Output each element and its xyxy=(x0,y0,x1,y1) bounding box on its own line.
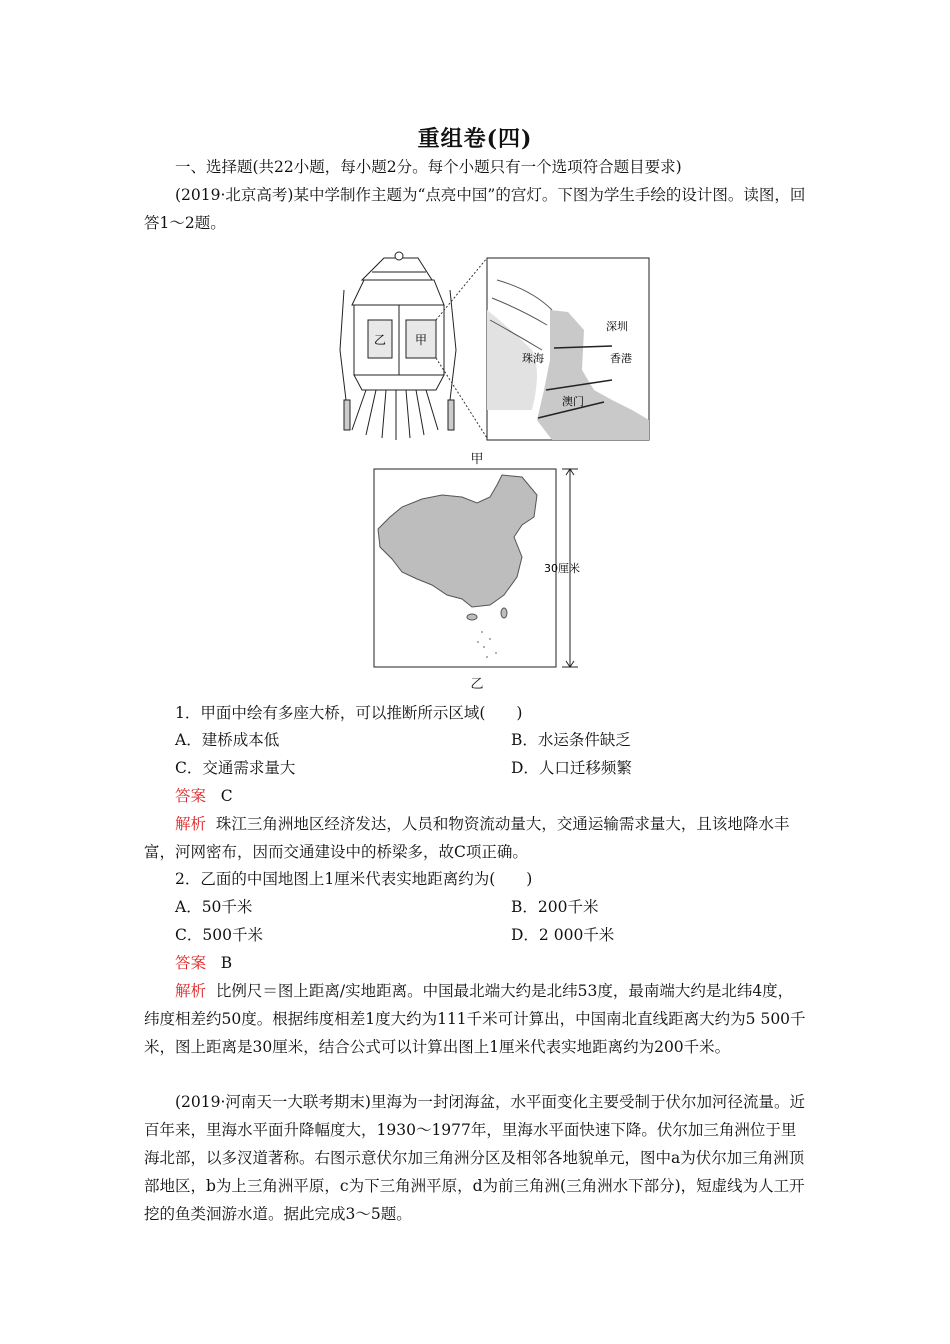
question-1-stem: 1．甲面中绘有多座大桥，可以推断所示区域( ) xyxy=(175,704,523,722)
question-1-option-b: B．水运条件缺乏 xyxy=(511,731,631,749)
question-2-option-d: D．2 000千米 xyxy=(511,926,615,944)
question-2-analysis xyxy=(144,977,808,1061)
figure-china-map xyxy=(372,467,582,672)
answer-label: 答案 xyxy=(175,787,207,805)
question-2-option-b: B．200千米 xyxy=(511,898,599,916)
figure-lantern-map xyxy=(332,250,652,450)
analysis-label: 解析 xyxy=(175,982,207,1000)
hainan-shape xyxy=(467,614,477,620)
analysis-label: 解析 xyxy=(175,815,207,833)
analysis-text: 珠江三角洲地区经济发达，人员和物资流动量大，交通运输需求量大，且该地降水丰富，河网密布，因而交通建设中的桥梁多，故C项正确。 xyxy=(144,815,790,861)
answer-value: C xyxy=(220,787,233,805)
lantern-panel-jia: 甲 xyxy=(414,333,428,347)
map-label-hongkong: 香港 xyxy=(610,352,632,365)
section-heading: 一、选择题(共22小题，每小题2分。每个小题只有一个选项符合题目要求) xyxy=(175,158,682,176)
map-label-zhuhai: 珠海 xyxy=(522,352,544,365)
question-1-option-d: D．人口迁移频繁 xyxy=(511,759,632,777)
question-1-option-c: C．交通需求量大 xyxy=(175,759,296,777)
question-1-answer xyxy=(175,782,233,810)
taiwan-shape xyxy=(501,608,507,618)
question-1-option-a: A．建桥成本低 xyxy=(175,731,280,749)
lantern-panel-yi: 乙 xyxy=(373,333,387,347)
figure-1-caption: 甲 xyxy=(470,452,484,467)
question-1-analysis xyxy=(144,810,808,866)
question-2-stem: 2．乙面的中国地图上1厘米代表实地距离约为( ) xyxy=(175,870,533,888)
connector-line-top xyxy=(436,258,487,320)
answer-value: B xyxy=(220,954,233,972)
lantern-drawing xyxy=(340,252,456,440)
scale-label: 30厘米 xyxy=(544,562,580,575)
intro-paragraph-2: (2019·河南天一大联考期末)里海为一封闭海盆，水平面变化主要受制于伏尔加河径流量。近百年来，里海水平面升降幅度大，1930～1977年，里海水平面快速下降。伏尔加三角洲位于里海北部，以多汊道著称。右图示意伏尔加三角洲分区及相邻各地貌单元，图中a为伏尔加三角洲顶部地区，b为上三角洲平原，c为下三角洲平原，d为前三角洲(三角洲水下部分)，短虚线为人工开挖的鱼类洄游水道。据此完成3～5题。 xyxy=(144,1093,805,1223)
map-label-shenzhen: 深圳 xyxy=(606,320,628,333)
answer-label: 答案 xyxy=(175,954,207,972)
page-title: 重组卷(四) xyxy=(417,126,533,152)
question-2-answer xyxy=(175,949,232,977)
figure-2-caption: 乙 xyxy=(470,677,484,692)
map-label-macau: 澳门 xyxy=(562,395,584,408)
intro-paragraph-1: (2019·北京高考)某中学制作主题为“点亮中国”的宫灯。下图为学生手绘的设计图。读图，回答1～2题。 xyxy=(144,186,806,232)
question-2-option-a: A．50千米 xyxy=(175,898,253,916)
question-2-option-c: C．500千米 xyxy=(175,926,263,944)
analysis-text: 比例尺＝图上距离/实地距离。中国最北端大约是北纬53度，最南端大约是北纬4度，纬度相差约50度。根据纬度相差1度大约为111千米可计算出，中国南北直线距离大约为5 500千米，图上距离是30厘米，结合公式可以计算出图上1厘米代表实地距离约为200千米。 xyxy=(144,982,806,1056)
